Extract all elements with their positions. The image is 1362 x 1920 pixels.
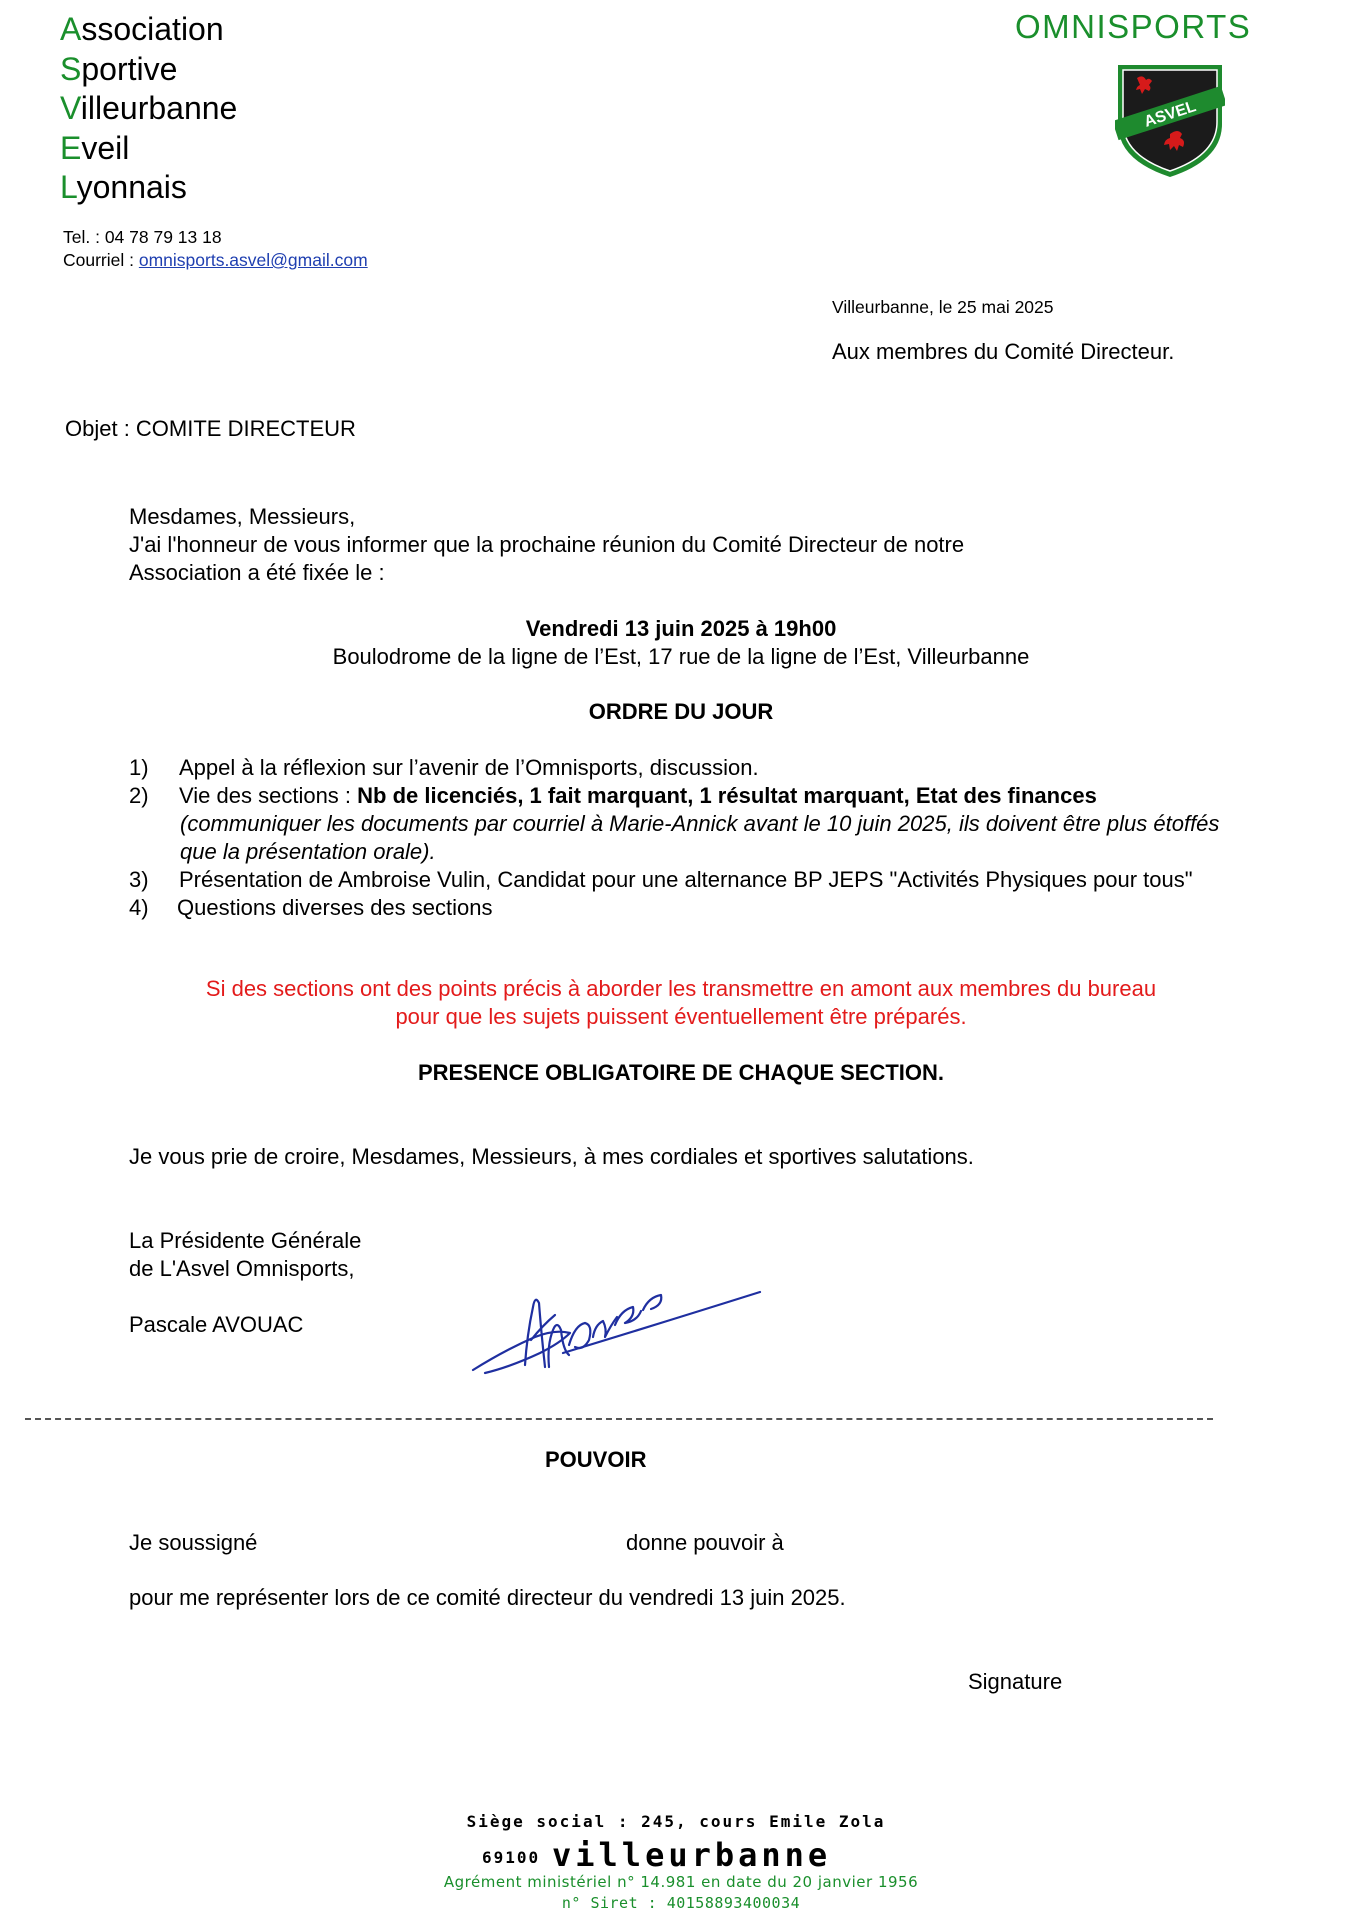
signer-title: de L'Asvel Omnisports,	[129, 1256, 355, 1281]
intro-line: J'ai l'honneur de vous informer que la prochaine réunion du Comité Directeur de notre	[129, 532, 965, 557]
email-link[interactable]: omnisports.asvel@gmail.com	[138, 250, 368, 270]
footer-siret: n° Siret : 40158893400034	[561, 1894, 801, 1912]
representation-text: pour me représenter lors de ce comité directeur du vendredi 13 juin 2025.	[129, 1585, 846, 1610]
cut-line	[25, 1418, 1213, 1420]
salutation: Mesdames, Messieurs,	[129, 504, 356, 529]
agenda-item: 4) Questions diverses des sections	[129, 895, 493, 920]
contact-block	[63, 226, 368, 272]
recipients: Aux membres du Comité Directeur.	[832, 339, 1175, 364]
agenda-item-note: (communiquer les documents par courriel à Marie-Annick avant le 10 juin 2025, ils doivent être plus étoffés	[180, 811, 1220, 836]
omnisports-title: OMNISPORTS	[1015, 8, 1252, 45]
association-line: Lyonnais	[60, 169, 187, 205]
agenda-item-note: que la présentation orale).	[180, 839, 436, 864]
asvel-logo	[1115, 62, 1225, 180]
association-line: Villeurbanne	[60, 90, 238, 126]
agenda-item: 1) Appel à la réflexion sur l’avenir de l’Omnisports, discussion.	[129, 755, 759, 780]
closing-sentence: Je vous prie de croire, Mesdames, Messieurs, à mes cordiales et sportives salutations.	[129, 1144, 974, 1169]
letter-intro	[129, 503, 964, 587]
association-line: Eveil	[60, 129, 130, 166]
signer-block	[129, 1227, 361, 1283]
footer-city: villeurbanne	[552, 1836, 832, 1874]
presence-notice: PRESENCE OBLIGATOIRE DE CHAQUE SECTION.	[417, 1060, 945, 1085]
association-name	[60, 10, 237, 208]
signer-name: Pascale AVOUAC	[129, 1312, 304, 1337]
signer-title: La Présidente Générale	[129, 1228, 362, 1253]
red-note: Si des sections ont des points précis à aborder les transmettre en amont aux membres du bureau pour que les sujets puissent éventuellement être préparés.	[205, 976, 1157, 1029]
handwritten-signature	[465, 1255, 765, 1385]
agenda-title: ORDRE DU JOUR	[588, 699, 774, 724]
footer-agrement: Agrément ministériel n° 14.981 en date du 20 janvier 1956	[443, 1873, 919, 1891]
footer-postcode: 69100	[482, 1848, 541, 1867]
footer-siege: Siège social : 245, cours Emile Zola	[466, 1812, 886, 1831]
meeting-place: Boulodrome de la ligne de l’Est, 17 rue de la ligne de l’Est, Villeurbanne	[332, 644, 1030, 669]
letter-subject: Objet : COMITE DIRECTEUR	[65, 416, 356, 441]
phone-number: Tel. : 04 78 79 13 18	[63, 227, 222, 247]
signature-label: Signature	[968, 1669, 1063, 1694]
email-line: Courriel : omnisports.asvel@gmail.com	[63, 250, 368, 270]
agenda-item: 2) Vie des sections : Nb de licenciés, 1 fait marquant, 1 résultat marquant, Etat des finances	[129, 783, 1097, 808]
logo-text: ASVEL	[1142, 98, 1199, 131]
association-line: Sportive	[60, 50, 178, 87]
intro-line: Association a été fixée le :	[129, 560, 385, 585]
soussigne-label: Je soussigné	[129, 1530, 258, 1555]
meeting-date: Vendredi 13 juin 2025 à 19h00	[525, 616, 837, 641]
donne-pouvoir-label: donne pouvoir à	[626, 1530, 784, 1555]
agenda-item: 3) Présentation de Ambroise Vulin, Candidat pour une alternance BP JEPS "Activités Physiques pour tous"	[129, 867, 1193, 892]
association-line: Association	[60, 11, 224, 47]
pouvoir-title: POUVOIR	[545, 1447, 647, 1472]
place-date: Villeurbanne, le 25 mai 2025	[832, 297, 1054, 317]
